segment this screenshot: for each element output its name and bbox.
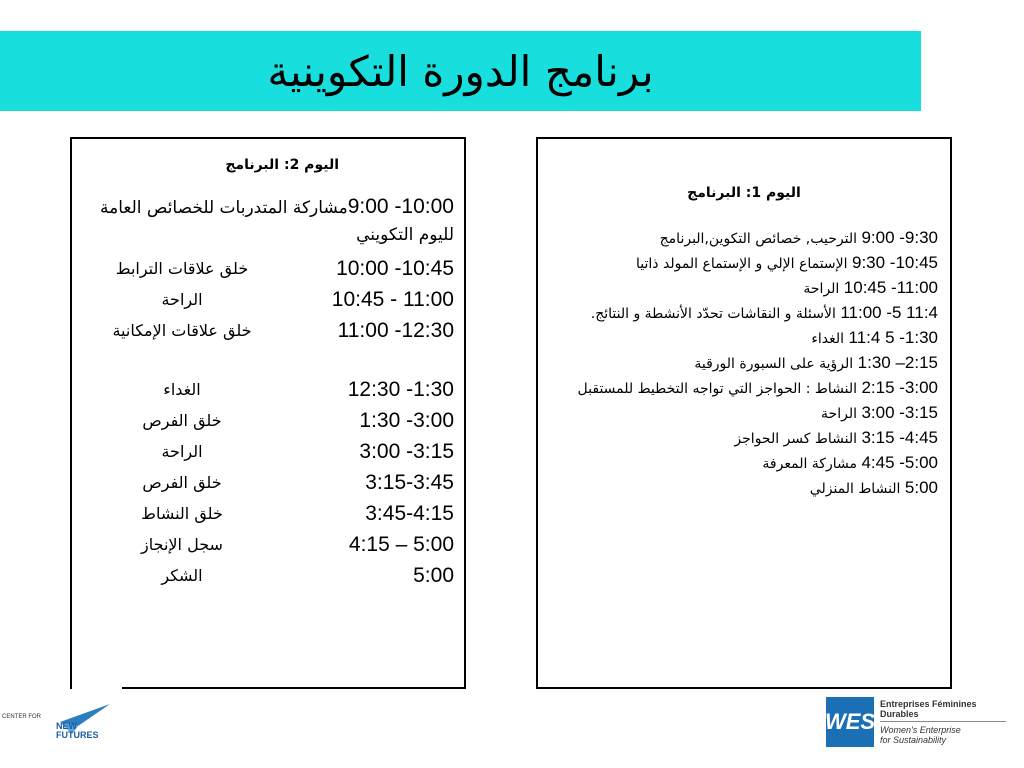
wes-line4: for Sustainability bbox=[880, 735, 947, 745]
schedule-activity: الراحة bbox=[161, 290, 203, 309]
day2-intro bbox=[72, 193, 464, 249]
day1-item-time: 5:00 bbox=[904, 478, 938, 497]
day2-intro-time: 9:00 -10:00 bbox=[347, 195, 454, 218]
day1-item-text: الرؤية على السبورة الورقية bbox=[694, 356, 854, 372]
day1-item-text: الإستماع الإلي و الإستماع المولد ذاتيا bbox=[636, 256, 848, 272]
schedule-activity: خلق علاقات الترابط bbox=[115, 259, 249, 278]
schedule-time: 3:00 -3:15 bbox=[359, 439, 454, 463]
day1-item-time: 1:30 –2:15 bbox=[857, 353, 938, 372]
schedule-activity: خلق علاقات الإمكانية bbox=[112, 321, 252, 340]
schedule-time: 3:45-4:15 bbox=[365, 501, 454, 525]
schedule-row bbox=[72, 374, 464, 405]
day1-item bbox=[548, 476, 938, 501]
logo-left-futures: FUTURES bbox=[56, 730, 99, 740]
schedule-activity: سجل الإنجاز bbox=[141, 535, 223, 554]
schedule-activity: خلق النشاط bbox=[141, 504, 223, 523]
day1-item bbox=[548, 401, 938, 426]
schedule-row bbox=[72, 498, 464, 529]
schedule-row bbox=[72, 529, 464, 560]
wes-line2: Durables bbox=[880, 709, 919, 719]
schedule-row bbox=[72, 467, 464, 498]
logo-left-new: NEW bbox=[56, 721, 77, 731]
schedule-time: 3:15-3:45 bbox=[365, 470, 454, 494]
day1-item bbox=[548, 376, 938, 401]
day1-item-text: الغداء bbox=[811, 331, 845, 347]
day1-heading: اليوم 1: البرنامج bbox=[687, 185, 801, 201]
day1-panel bbox=[536, 137, 952, 689]
wes-line3: Women's Enterprise bbox=[880, 725, 961, 735]
schedule-activity: خلق الفرص bbox=[142, 411, 222, 430]
day1-item-text: النشاط المنزلي bbox=[809, 481, 901, 497]
day1-item-time: 11:4 5 -1:30 bbox=[848, 328, 938, 347]
day1-item bbox=[548, 326, 938, 351]
schedule-row bbox=[72, 315, 464, 346]
day2-panel bbox=[70, 137, 466, 689]
schedule-time: 4:15 – 5:00 bbox=[348, 532, 454, 556]
day2-rows-b bbox=[72, 374, 464, 591]
schedule-row bbox=[72, 253, 464, 284]
day1-item-time: 10:45 -11:00 bbox=[843, 278, 938, 297]
page-title: برنامج الدورة التكوينية bbox=[267, 46, 654, 96]
day1-item bbox=[548, 276, 938, 301]
day1-item bbox=[548, 226, 938, 251]
schedule-time: 1:30 -3:00 bbox=[359, 408, 454, 432]
new-futures-logo bbox=[2, 700, 114, 744]
schedule-row bbox=[72, 284, 464, 315]
schedule-row bbox=[72, 405, 464, 436]
title-bar bbox=[0, 31, 921, 111]
schedule-time: 12:30 -1:30 bbox=[347, 377, 454, 401]
day1-item-time: 2:15 -3:00 bbox=[861, 378, 938, 397]
schedule-activity: خلق الفرص bbox=[142, 473, 222, 492]
wes-logo bbox=[826, 697, 1006, 747]
schedule-activity: الراحة bbox=[161, 442, 203, 461]
schedule-activity: الشكر bbox=[161, 566, 203, 585]
schedule-time: 11:00 -12:30 bbox=[337, 318, 454, 342]
day1-item-text: الراحة bbox=[821, 406, 857, 422]
schedule-row bbox=[72, 436, 464, 467]
day1-item bbox=[548, 351, 938, 376]
schedule-activity: الغداء bbox=[163, 380, 201, 399]
day1-item-text: الترحيب, خصائص التكوين,البرنامج bbox=[659, 231, 857, 247]
day1-item-text: مشاركة المعرفة bbox=[762, 456, 857, 472]
day1-list bbox=[538, 226, 950, 501]
schedule-time: 10:00 -10:45 bbox=[336, 256, 454, 280]
day1-item-text: الراحة bbox=[803, 281, 840, 297]
day1-item bbox=[548, 301, 938, 326]
day1-item-text: النشاط : الحواجز التي تواجه التخطيط للمستقبل bbox=[577, 381, 857, 397]
day1-item-time: 11:00 -5 11:4 bbox=[840, 303, 938, 322]
border-gap bbox=[72, 681, 122, 691]
schedule-time: 10:45 - 11:00 bbox=[331, 287, 454, 311]
day1-item-time: 3:15 -4:45 bbox=[861, 428, 938, 447]
day1-item-time: 9:30 -10:45 bbox=[851, 253, 938, 272]
wes-mark: WES bbox=[826, 697, 874, 747]
day2-rows-a bbox=[72, 253, 464, 346]
wes-line1: Entreprises Féminines bbox=[880, 699, 977, 709]
day1-item-time: 3:00 -3:15 bbox=[861, 403, 938, 422]
day1-item bbox=[548, 451, 938, 476]
logo-left-top: CENTER FOR bbox=[2, 714, 41, 720]
schedule-row bbox=[72, 560, 464, 591]
schedule-time: 5:00 bbox=[413, 563, 454, 587]
day1-item-text: النشاط كسر الحواجز bbox=[734, 431, 857, 447]
day1-item-time: 9:00 -9:30 bbox=[861, 228, 938, 247]
day2-heading: اليوم 2: البرنامج bbox=[225, 157, 339, 173]
day1-item bbox=[548, 251, 938, 276]
day1-item-text: الأسئلة و النقاشات تحدّد الأنشطة و النتائج. bbox=[590, 306, 836, 322]
day1-item-time: 4:45 -5:00 bbox=[861, 453, 938, 472]
day1-item bbox=[548, 426, 938, 451]
day2-intro-text: مشاركة المتدربات للخصائص العامة لليوم التكويني bbox=[99, 198, 454, 245]
